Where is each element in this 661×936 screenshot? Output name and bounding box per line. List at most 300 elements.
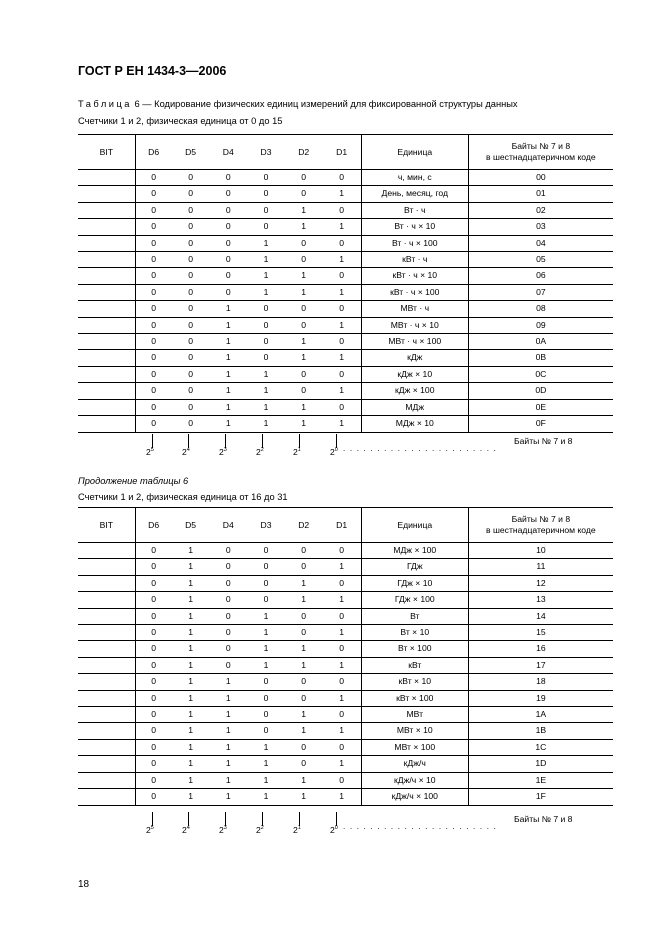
unit-cell: кДж xyxy=(361,350,468,366)
table-row xyxy=(78,625,613,641)
bit-value: 0 xyxy=(135,592,172,608)
bit-value: 1 xyxy=(247,366,285,382)
bit-value: 0 xyxy=(285,186,323,202)
bit-value: 1 xyxy=(285,268,323,284)
header-unit: Единица xyxy=(361,508,468,543)
unit-cell: кДж/ч × 10 xyxy=(361,772,468,788)
hex-cell: 03 xyxy=(468,219,613,235)
bit-value: 0 xyxy=(323,543,362,559)
header-d5: D5 xyxy=(172,135,210,170)
bit-cell xyxy=(78,657,135,673)
bit-cell xyxy=(78,707,135,723)
bit-value: 1 xyxy=(247,608,285,624)
bit-value: 1 xyxy=(247,739,285,755)
bit-value: 1 xyxy=(172,657,210,673)
bit-value: 1 xyxy=(323,350,362,366)
leader-dots: . . . . . . . . . . . . . . . . . . . . . . . xyxy=(343,444,498,453)
power-base: 2 xyxy=(182,825,187,835)
bit-value: 0 xyxy=(323,399,362,415)
bit-value: 0 xyxy=(209,202,247,218)
hex-cell: 13 xyxy=(468,592,613,608)
bit-value: 0 xyxy=(209,219,247,235)
bit-value: 0 xyxy=(247,170,285,186)
bit-value: 1 xyxy=(285,350,323,366)
table-row xyxy=(78,416,613,432)
bit-weight-tick xyxy=(262,812,263,826)
table-row xyxy=(78,575,613,591)
bit-value: 1 xyxy=(209,707,247,723)
hex-cell: 0F xyxy=(468,416,613,432)
unit-cell: кДж × 10 xyxy=(361,366,468,382)
bit-value: 1 xyxy=(285,284,323,300)
hex-cell: 0B xyxy=(468,350,613,366)
bit-weight-label xyxy=(182,447,190,457)
bit-value: 0 xyxy=(135,170,172,186)
bit-value: 1 xyxy=(285,416,323,432)
bit-value: 0 xyxy=(172,219,210,235)
hex-cell: 09 xyxy=(468,317,613,333)
hex-cell: 0A xyxy=(468,334,613,350)
bit-cell xyxy=(78,170,135,186)
bit-weight-label xyxy=(219,825,227,835)
bit-weight-label xyxy=(293,825,301,835)
power-base: 2 xyxy=(256,447,261,457)
bit-value: 1 xyxy=(172,707,210,723)
bit-value: 0 xyxy=(323,268,362,284)
bit-value: 0 xyxy=(247,559,285,575)
bit-weight-tick xyxy=(152,434,153,448)
bit-value: 1 xyxy=(323,657,362,673)
table-row xyxy=(78,543,613,559)
header-bit: BIT xyxy=(78,508,135,543)
bit-value: 0 xyxy=(172,186,210,202)
bit-value: 0 xyxy=(285,366,323,382)
bit-value: 0 xyxy=(209,657,247,673)
bit-value: 1 xyxy=(323,559,362,575)
unit-cell: кДж × 100 xyxy=(361,383,468,399)
bit-value: 0 xyxy=(285,608,323,624)
document-header: ГОСТ Р ЕН 1434-3—2006 xyxy=(78,64,227,78)
bit-weight-label xyxy=(146,825,154,835)
bit-value: 1 xyxy=(323,690,362,706)
bit-value: 0 xyxy=(135,235,172,251)
hex-cell: 17 xyxy=(468,657,613,673)
bit-weight-tick xyxy=(225,434,226,448)
power-base: 2 xyxy=(146,447,151,457)
bit-value: 0 xyxy=(172,350,210,366)
bit-cell xyxy=(78,789,135,805)
header-bytes-line1: Байты № 7 и 8 xyxy=(511,141,571,151)
bytes-label: Байты № 7 и 8 xyxy=(514,814,573,824)
bit-value: 1 xyxy=(323,383,362,399)
bit-value: 1 xyxy=(247,268,285,284)
bit-value: 1 xyxy=(209,789,247,805)
bit-value: 0 xyxy=(247,575,285,591)
bit-value: 0 xyxy=(135,690,172,706)
bit-value: 0 xyxy=(172,301,210,317)
table-caption-label: Таблица xyxy=(78,99,132,109)
bit-value: 1 xyxy=(247,284,285,300)
bit-value: 0 xyxy=(247,186,285,202)
hex-cell: 0C xyxy=(468,366,613,382)
power-exponent: 4 xyxy=(186,825,190,832)
hex-cell: 12 xyxy=(468,575,613,591)
unit-cell: кДж/ч × 100 xyxy=(361,789,468,805)
bit-value: 0 xyxy=(135,186,172,202)
continuation-caption: Продолжение таблицы 6 xyxy=(78,476,189,486)
table-row xyxy=(78,366,613,382)
page-number: 18 xyxy=(78,879,90,890)
table-row xyxy=(78,301,613,317)
hex-cell: 04 xyxy=(468,235,613,251)
bit-value: 1 xyxy=(323,625,362,641)
bit-weight-tick xyxy=(336,434,337,448)
bit-value: 0 xyxy=(135,756,172,772)
bit-value: 1 xyxy=(172,789,210,805)
bit-value: 0 xyxy=(323,334,362,350)
bit-value: 1 xyxy=(323,416,362,432)
bit-value: 0 xyxy=(135,317,172,333)
bit-value: 0 xyxy=(135,366,172,382)
bit-value: 0 xyxy=(285,301,323,317)
hex-cell: 0E xyxy=(468,399,613,415)
bit-cell xyxy=(78,641,135,657)
bit-value: 1 xyxy=(209,756,247,772)
bit-cell xyxy=(78,575,135,591)
header-d1: D1 xyxy=(323,135,362,170)
unit-cell: кВт · ч xyxy=(361,252,468,268)
bit-cell xyxy=(78,350,135,366)
bit-value: 1 xyxy=(247,235,285,251)
bit-value: 0 xyxy=(135,739,172,755)
bit-value: 1 xyxy=(323,219,362,235)
header-d3: D3 xyxy=(247,508,285,543)
bit-value: 0 xyxy=(247,350,285,366)
bit-value: 1 xyxy=(247,383,285,399)
header-bit: BIT xyxy=(78,135,135,170)
bit-weight-label xyxy=(182,825,190,835)
unit-cell: ГДж × 10 xyxy=(361,575,468,591)
bit-value: 0 xyxy=(209,284,247,300)
bit-cell xyxy=(78,268,135,284)
bit-weight-label xyxy=(330,825,338,835)
bit-value: 0 xyxy=(285,235,323,251)
bit-value: 0 xyxy=(285,674,323,690)
bit-value: 0 xyxy=(323,641,362,657)
table-row xyxy=(78,657,613,673)
unit-cell: Вт · ч × 10 xyxy=(361,219,468,235)
bit-value: 0 xyxy=(247,723,285,739)
table-row xyxy=(78,334,613,350)
bit-value: 0 xyxy=(135,219,172,235)
power-exponent: 3 xyxy=(223,447,227,454)
bit-value: 0 xyxy=(135,399,172,415)
power-exponent: 0 xyxy=(334,825,338,832)
bit-cell xyxy=(78,235,135,251)
bit-weight-tick xyxy=(188,434,189,448)
bit-value: 0 xyxy=(247,334,285,350)
bit-value: 0 xyxy=(172,268,210,284)
unit-cell: кВт xyxy=(361,657,468,673)
hex-cell: 02 xyxy=(468,202,613,218)
hex-cell: 16 xyxy=(468,641,613,657)
hex-cell: 00 xyxy=(468,170,613,186)
bit-value: 1 xyxy=(172,739,210,755)
bit-value: 0 xyxy=(172,399,210,415)
bit-value: 1 xyxy=(209,674,247,690)
table-row xyxy=(78,756,613,772)
unit-cell: кВт · ч × 10 xyxy=(361,268,468,284)
bit-cell xyxy=(78,739,135,755)
bit-value: 1 xyxy=(285,399,323,415)
bit-value: 0 xyxy=(172,284,210,300)
bit-value: 0 xyxy=(247,592,285,608)
bit-cell xyxy=(78,690,135,706)
table-row xyxy=(78,772,613,788)
header-bytes-line2: в шестнадцатеричном коде xyxy=(486,525,596,535)
hex-cell: 1F xyxy=(468,789,613,805)
section1-subtitle: Счетчики 1 и 2, физическая единица от 0 до 15 xyxy=(78,116,283,126)
bit-value: 0 xyxy=(135,284,172,300)
unit-cell: МДж xyxy=(361,399,468,415)
header-bytes xyxy=(468,135,613,170)
power-exponent: 2 xyxy=(260,447,264,454)
bit-value: 1 xyxy=(285,202,323,218)
bit-value: 1 xyxy=(172,674,210,690)
bit-weight-tick xyxy=(225,812,226,826)
bytes-label: Байты № 7 и 8 xyxy=(514,436,573,446)
table-row xyxy=(78,317,613,333)
header-d6: D6 xyxy=(135,135,172,170)
bit-value: 0 xyxy=(323,202,362,218)
bit-weight-tick xyxy=(299,812,300,826)
hex-cell: 05 xyxy=(468,252,613,268)
power-exponent: 1 xyxy=(297,447,301,454)
bit-value: 1 xyxy=(209,350,247,366)
bit-value: 0 xyxy=(247,707,285,723)
bit-value: 0 xyxy=(285,317,323,333)
header-d4: D4 xyxy=(209,508,247,543)
bit-value: 1 xyxy=(172,756,210,772)
leader-dots: . . . . . . . . . . . . . . . . . . . . . . . xyxy=(343,822,498,831)
hex-cell: 1C xyxy=(468,739,613,755)
header-d1: D1 xyxy=(323,508,362,543)
bit-value: 1 xyxy=(209,334,247,350)
units-table-16-31 xyxy=(78,507,613,806)
bit-value: 0 xyxy=(135,625,172,641)
bit-value: 0 xyxy=(323,739,362,755)
bit-value: 0 xyxy=(135,707,172,723)
bit-value: 0 xyxy=(247,202,285,218)
table-row xyxy=(78,707,613,723)
bit-value: 0 xyxy=(247,301,285,317)
power-base: 2 xyxy=(219,447,224,457)
bit-value: 1 xyxy=(247,416,285,432)
unit-cell: МВт · ч × 100 xyxy=(361,334,468,350)
bit-value: 0 xyxy=(135,641,172,657)
bit-value: 0 xyxy=(247,690,285,706)
units-table-0-15 xyxy=(78,134,613,433)
bit-weight-tick xyxy=(152,812,153,826)
table-row xyxy=(78,268,613,284)
table-row xyxy=(78,789,613,805)
bit-value: 1 xyxy=(285,657,323,673)
bit-value: 1 xyxy=(247,625,285,641)
bit-weight-label xyxy=(256,447,264,457)
table-row xyxy=(78,399,613,415)
bit-value: 1 xyxy=(285,723,323,739)
bit-value: 0 xyxy=(285,252,323,268)
bit-cell xyxy=(78,416,135,432)
bit-value: 0 xyxy=(247,543,285,559)
bit-value: 0 xyxy=(135,772,172,788)
bit-value: 1 xyxy=(172,690,210,706)
table-row xyxy=(78,608,613,624)
bit-cell xyxy=(78,366,135,382)
hex-cell: 11 xyxy=(468,559,613,575)
header-bytes xyxy=(468,508,613,543)
bit-value: 1 xyxy=(209,739,247,755)
power-exponent: 0 xyxy=(334,447,338,454)
bit-value: 0 xyxy=(172,202,210,218)
bit-value: 0 xyxy=(323,235,362,251)
bit-value: 1 xyxy=(323,789,362,805)
bit-value: 1 xyxy=(172,641,210,657)
bit-cell xyxy=(78,383,135,399)
bit-value: 0 xyxy=(135,202,172,218)
unit-cell: ч, мин, с xyxy=(361,170,468,186)
unit-cell: МДж × 100 xyxy=(361,543,468,559)
bit-value: 1 xyxy=(247,641,285,657)
bit-value: 0 xyxy=(285,625,323,641)
bit-value: 0 xyxy=(247,219,285,235)
bit-value: 0 xyxy=(172,383,210,399)
bit-value: 0 xyxy=(209,608,247,624)
bit-cell xyxy=(78,723,135,739)
bit-value: 1 xyxy=(323,592,362,608)
table-row xyxy=(78,723,613,739)
hex-cell: 1D xyxy=(468,756,613,772)
unit-cell: МВт xyxy=(361,707,468,723)
bit-value: 0 xyxy=(247,317,285,333)
power-exponent: 5 xyxy=(150,447,154,454)
bit-cell xyxy=(78,317,135,333)
bit-value: 0 xyxy=(209,641,247,657)
bit-value: 1 xyxy=(323,723,362,739)
hex-cell: 07 xyxy=(468,284,613,300)
bit-value: 1 xyxy=(285,592,323,608)
bit-value: 0 xyxy=(135,252,172,268)
power-exponent: 2 xyxy=(260,825,264,832)
hex-cell: 1B xyxy=(468,723,613,739)
header-d6: D6 xyxy=(135,508,172,543)
unit-cell: ГДж xyxy=(361,559,468,575)
table-caption xyxy=(78,99,518,109)
hex-cell: 1E xyxy=(468,772,613,788)
table-caption-text: 6 — Кодирование физических единиц измерений для фиксированной структуры данных xyxy=(134,99,518,109)
bit-value: 1 xyxy=(285,334,323,350)
bit-value: 1 xyxy=(172,723,210,739)
bit-value: 0 xyxy=(135,723,172,739)
unit-cell: ГДж × 100 xyxy=(361,592,468,608)
bit-value: 1 xyxy=(209,723,247,739)
bit-value: 0 xyxy=(209,592,247,608)
bit-value: 0 xyxy=(209,543,247,559)
bit-value: 1 xyxy=(285,219,323,235)
bit-value: 0 xyxy=(323,575,362,591)
bit-weight-tick xyxy=(188,812,189,826)
bit-value: 0 xyxy=(135,657,172,673)
bit-value: 0 xyxy=(135,350,172,366)
hex-cell: 18 xyxy=(468,674,613,690)
bit-cell xyxy=(78,559,135,575)
header-unit: Единица xyxy=(361,135,468,170)
bit-value: 1 xyxy=(323,284,362,300)
table-row xyxy=(78,235,613,251)
bit-value: 0 xyxy=(285,383,323,399)
table-row xyxy=(78,170,613,186)
bit-value: 0 xyxy=(172,416,210,432)
unit-cell: МВт × 10 xyxy=(361,723,468,739)
bit-value: 0 xyxy=(135,383,172,399)
unit-cell: Вт · ч xyxy=(361,202,468,218)
bit-value: 0 xyxy=(172,252,210,268)
bit-cell xyxy=(78,756,135,772)
power-exponent: 1 xyxy=(297,825,301,832)
bit-value: 0 xyxy=(135,575,172,591)
bit-value: 1 xyxy=(323,317,362,333)
unit-cell: кВт · ч × 100 xyxy=(361,284,468,300)
bit-value: 1 xyxy=(209,317,247,333)
bit-value: 1 xyxy=(247,772,285,788)
bit-value: 1 xyxy=(209,399,247,415)
bit-value: 0 xyxy=(172,334,210,350)
power-base: 2 xyxy=(256,825,261,835)
unit-cell: МВт × 100 xyxy=(361,739,468,755)
table-row xyxy=(78,252,613,268)
unit-cell: Вт × 10 xyxy=(361,625,468,641)
table-row xyxy=(78,383,613,399)
bit-cell xyxy=(78,674,135,690)
table-row xyxy=(78,202,613,218)
bit-value: 1 xyxy=(323,252,362,268)
header-bytes-line2: в шестнадцатеричном коде xyxy=(486,152,596,162)
bit-cell xyxy=(78,625,135,641)
bit-value: 0 xyxy=(323,707,362,723)
bit-value: 0 xyxy=(285,690,323,706)
bit-cell xyxy=(78,334,135,350)
header-d4: D4 xyxy=(209,135,247,170)
bit-value: 1 xyxy=(209,301,247,317)
bit-value: 1 xyxy=(247,399,285,415)
bit-cell xyxy=(78,301,135,317)
bit-value: 0 xyxy=(172,317,210,333)
table-header-row xyxy=(78,508,613,543)
bit-value: 0 xyxy=(323,170,362,186)
bit-value: 0 xyxy=(135,301,172,317)
bit-value: 0 xyxy=(209,170,247,186)
bit-value: 1 xyxy=(285,772,323,788)
table-row xyxy=(78,186,613,202)
bit-value: 0 xyxy=(135,416,172,432)
bit-value: 1 xyxy=(285,641,323,657)
hex-cell: 06 xyxy=(468,268,613,284)
table-row xyxy=(78,674,613,690)
bit-cell xyxy=(78,252,135,268)
bit-value: 0 xyxy=(323,674,362,690)
bit-value: 0 xyxy=(209,575,247,591)
unit-cell: МВт · ч xyxy=(361,301,468,317)
